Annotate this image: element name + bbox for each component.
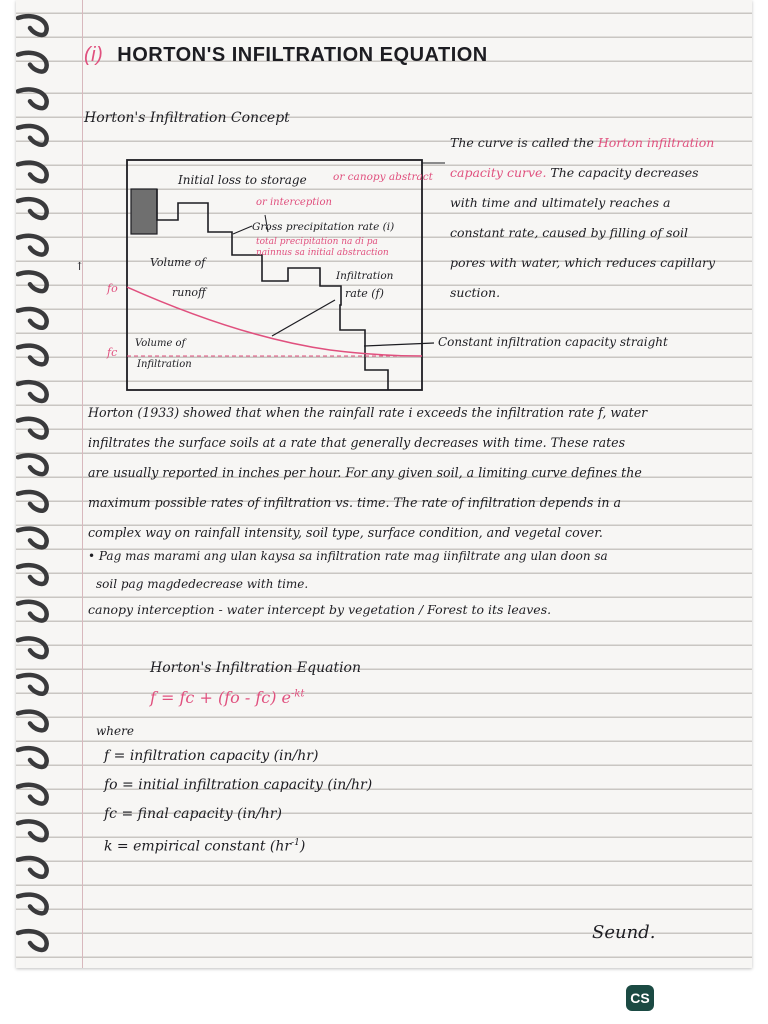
spiral-ring [18, 895, 47, 914]
signature: Seund. [592, 922, 656, 943]
volume-infiltration-label-2: Infiltration [137, 359, 192, 370]
total-precip-note-2: nainnus sa initial abstraction [256, 248, 389, 258]
definition-item: fc = final capacity (in/hr) [104, 806, 282, 822]
side-note [450, 128, 715, 308]
where-label: where [96, 724, 134, 738]
volume-runoff-label-2: runoff [172, 286, 206, 299]
f0-label: fo [107, 282, 118, 295]
constant-capacity-label: Constant infiltration capacity straight [438, 335, 668, 349]
title-number: (i) [84, 44, 104, 66]
equation-heading: Horton's Infiltration Equation [150, 660, 362, 676]
constant-pointer [364, 343, 434, 346]
gross-precip-label: Gross precipitation rate (i) [252, 221, 395, 233]
canopy-note: or canopy abstract [333, 171, 433, 183]
interception-note: or interception [256, 197, 332, 208]
side-note-line: pores with water, which reduces capillary [450, 255, 716, 270]
spiral-ring [18, 602, 47, 621]
side-note-line: constant rate, caused by filling of soil [450, 225, 689, 240]
camscanner-logo: CS [626, 985, 654, 1011]
definition-item: fo = initial infiltration capacity (in/hr) [104, 777, 373, 793]
definition-item: k = empirical constant $(hr^{-1})$ [104, 838, 306, 855]
canopy-definition: canopy interception - water intercept by vegetation / Forest to its leaves. [88, 602, 552, 617]
spiral-ring [18, 748, 47, 767]
initial-loss-block [131, 189, 157, 234]
spiral-ring [18, 492, 47, 511]
pink-note-line: soil pag magdedecrease with time. [96, 577, 309, 591]
spiral-ring [18, 529, 47, 548]
equation-main: f = fc + (fo - fc) e [150, 688, 292, 707]
spiral-ring [18, 565, 47, 584]
equation-exponent: -kt [291, 688, 305, 700]
definition-item: f = infiltration capacity (in/hr) [104, 748, 319, 764]
spiral-ring [18, 712, 47, 731]
total-precip-note-1: total precipitation na di pa [256, 237, 378, 247]
pink-note-line: • Pag mas marami ang ulan kaysa sa infiltration rate mag iinfiltrate ang ulan doon sa [88, 549, 608, 563]
horton-equation [150, 688, 304, 707]
side-note-line: suction. [450, 285, 501, 300]
volume-runoff-label-1: Volume of [150, 256, 206, 269]
spiral-ring [18, 455, 47, 474]
spiral-ring [18, 785, 47, 804]
fc-label: fc [107, 346, 118, 359]
paragraph-line: complex way on rainfall intensity, soil type, surface condition, and vegetal cover. [88, 525, 603, 540]
paragraph-line: maximum possible rates of infiltration vs. time. The rate of infiltration depends in a [88, 495, 622, 510]
side-note-line: capacity curve. The capacity decreases [450, 165, 699, 180]
spiral-ring [18, 931, 47, 950]
title-text: HORTON'S INFILTRATION EQUATION [117, 44, 488, 66]
axis-mark: ↑ [75, 260, 85, 273]
spiral-ring [18, 419, 47, 438]
paragraph-line: are usually reported in inches per hour. For any given soil, a limiting curve defines the [88, 465, 642, 480]
spiral-ring [18, 638, 47, 657]
spiral-ring [18, 675, 47, 694]
horton-paragraph [88, 398, 647, 548]
infiltration-rate-label-1: Infiltration [336, 270, 394, 282]
pink-note [88, 542, 608, 598]
paragraph-line: Horton (1933) showed that when the rainfall rate i exceeds the infiltration rate f, water [88, 405, 648, 420]
concept-heading: Horton's Infiltration Concept [84, 110, 290, 126]
paragraph-line: infiltrates the surface soils at a rate that generally decreases with time. These rates [88, 435, 626, 450]
spiral-ring [18, 821, 47, 840]
infiltration-pointer [272, 300, 335, 336]
volume-infiltration-label-1: Volume of [135, 338, 186, 349]
initial-loss-label: Initial loss to storage [178, 173, 307, 187]
infiltration-rate-label-2: rate (f) [345, 287, 384, 300]
gross-precip-pointer [233, 226, 252, 234]
definitions-list [104, 742, 372, 862]
side-note-line: The curve is called the Horton infiltration [450, 135, 715, 150]
spiral-ring [18, 858, 47, 877]
side-note-line: with time and ultimately reaches a [450, 195, 671, 210]
